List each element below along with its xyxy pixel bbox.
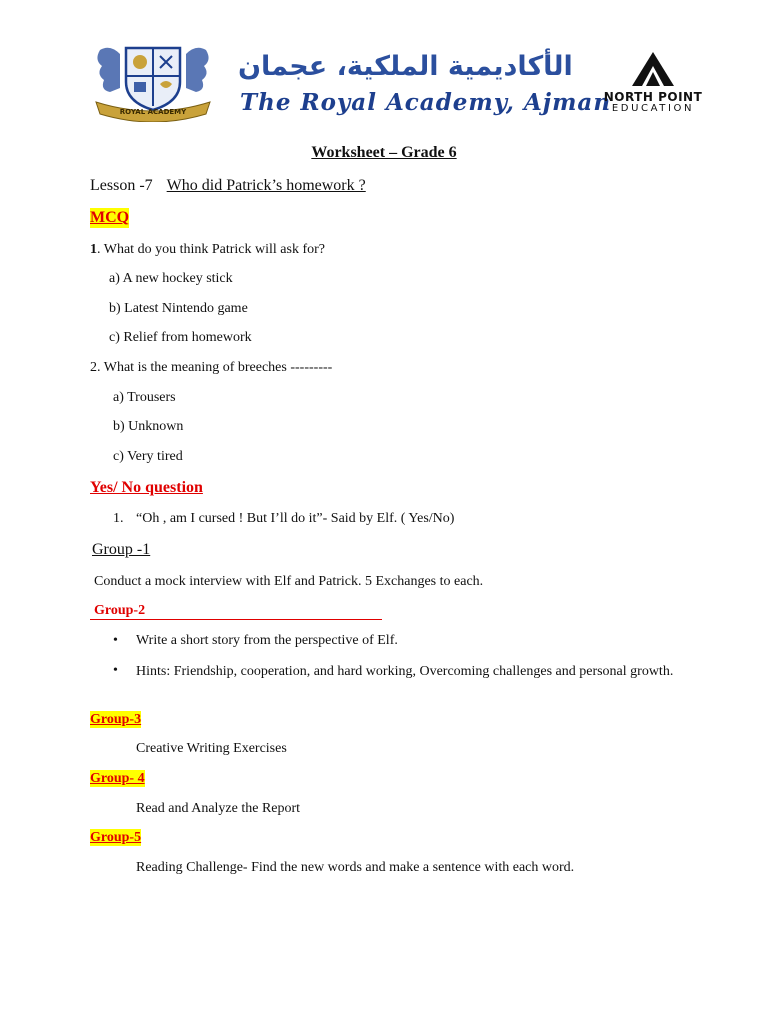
north-point-triangle-icon: [598, 50, 708, 90]
lesson-number: Lesson -7: [90, 177, 153, 194]
question-number: 1: [90, 242, 97, 257]
crest-ribbon-text: ROYAL ACADEMY: [119, 108, 187, 116]
group-4-label: Group- 4: [90, 771, 145, 786]
group-2-label: Group-2: [90, 602, 382, 620]
partner-name-line1: NORTH POINT: [603, 90, 703, 104]
mcq-question-1: [90, 241, 325, 258]
group-2-bullet-2: Hints: Friendship, cooperation, and hard working, Overcoming challenges and personal growth.: [136, 664, 674, 679]
mcq-q2-option-a: a) Trousers: [113, 390, 176, 405]
bullet-icon: •: [113, 663, 118, 678]
lesson-name: Who did Patrick’s homework ?: [166, 177, 366, 194]
yes-no-item-number: 1.: [113, 511, 124, 526]
mcq-q2-option-b: b) Unknown: [113, 419, 184, 434]
lesson-heading: [90, 176, 366, 196]
school-name-arabic: الأكاديمية الملكية، عجمان: [238, 51, 573, 82]
mcq-heading: MCQ: [90, 209, 130, 226]
royal-academy-crest-logo: [90, 40, 216, 122]
mcq-question-2: 2. What is the meaning of breeches ---------: [90, 360, 333, 375]
group-1-task: Conduct a mock interview with Elf and Patrick. 5 Exchanges to each.: [94, 574, 484, 589]
group-4-task: Read and Analyze the Report: [136, 801, 301, 816]
group-3-label: Group-3: [90, 712, 142, 727]
mcq-q1-option-c: c) Relief from homework: [109, 330, 252, 345]
question-text: . What do you think Patrick will ask for?: [97, 242, 325, 257]
school-name-english: The Royal Academy, Ajman: [240, 89, 612, 116]
crest-emblem-icon: [90, 40, 216, 122]
group-5-task: Reading Challenge- Find the new words and make a sentence with each word.: [136, 860, 575, 875]
group-2-bullet-1: Write a short story from the perspective of Elf.: [136, 633, 398, 648]
group-3-task: Creative Writing Exercises: [136, 741, 287, 756]
mcq-q1-option-a: a) A new hockey stick: [109, 271, 233, 286]
group-5-label: Group-5: [90, 830, 142, 845]
north-point-education-logo: [598, 50, 708, 114]
partner-name-line2: EDUCATION: [611, 103, 695, 114]
bullet-icon: •: [113, 633, 118, 648]
mcq-q2-option-c: c) Very tired: [113, 449, 183, 464]
mcq-q1-option-b: b) Latest Nintendo game: [109, 301, 248, 316]
worksheet-title: Worksheet – Grade 6: [311, 144, 457, 161]
group-1-label: Group -1: [92, 541, 151, 558]
yes-no-heading: Yes/ No question: [90, 479, 203, 496]
yes-no-item-text: “Oh , am I cursed ! But I’ll do it”- Said by Elf. ( Yes/No): [136, 511, 455, 526]
